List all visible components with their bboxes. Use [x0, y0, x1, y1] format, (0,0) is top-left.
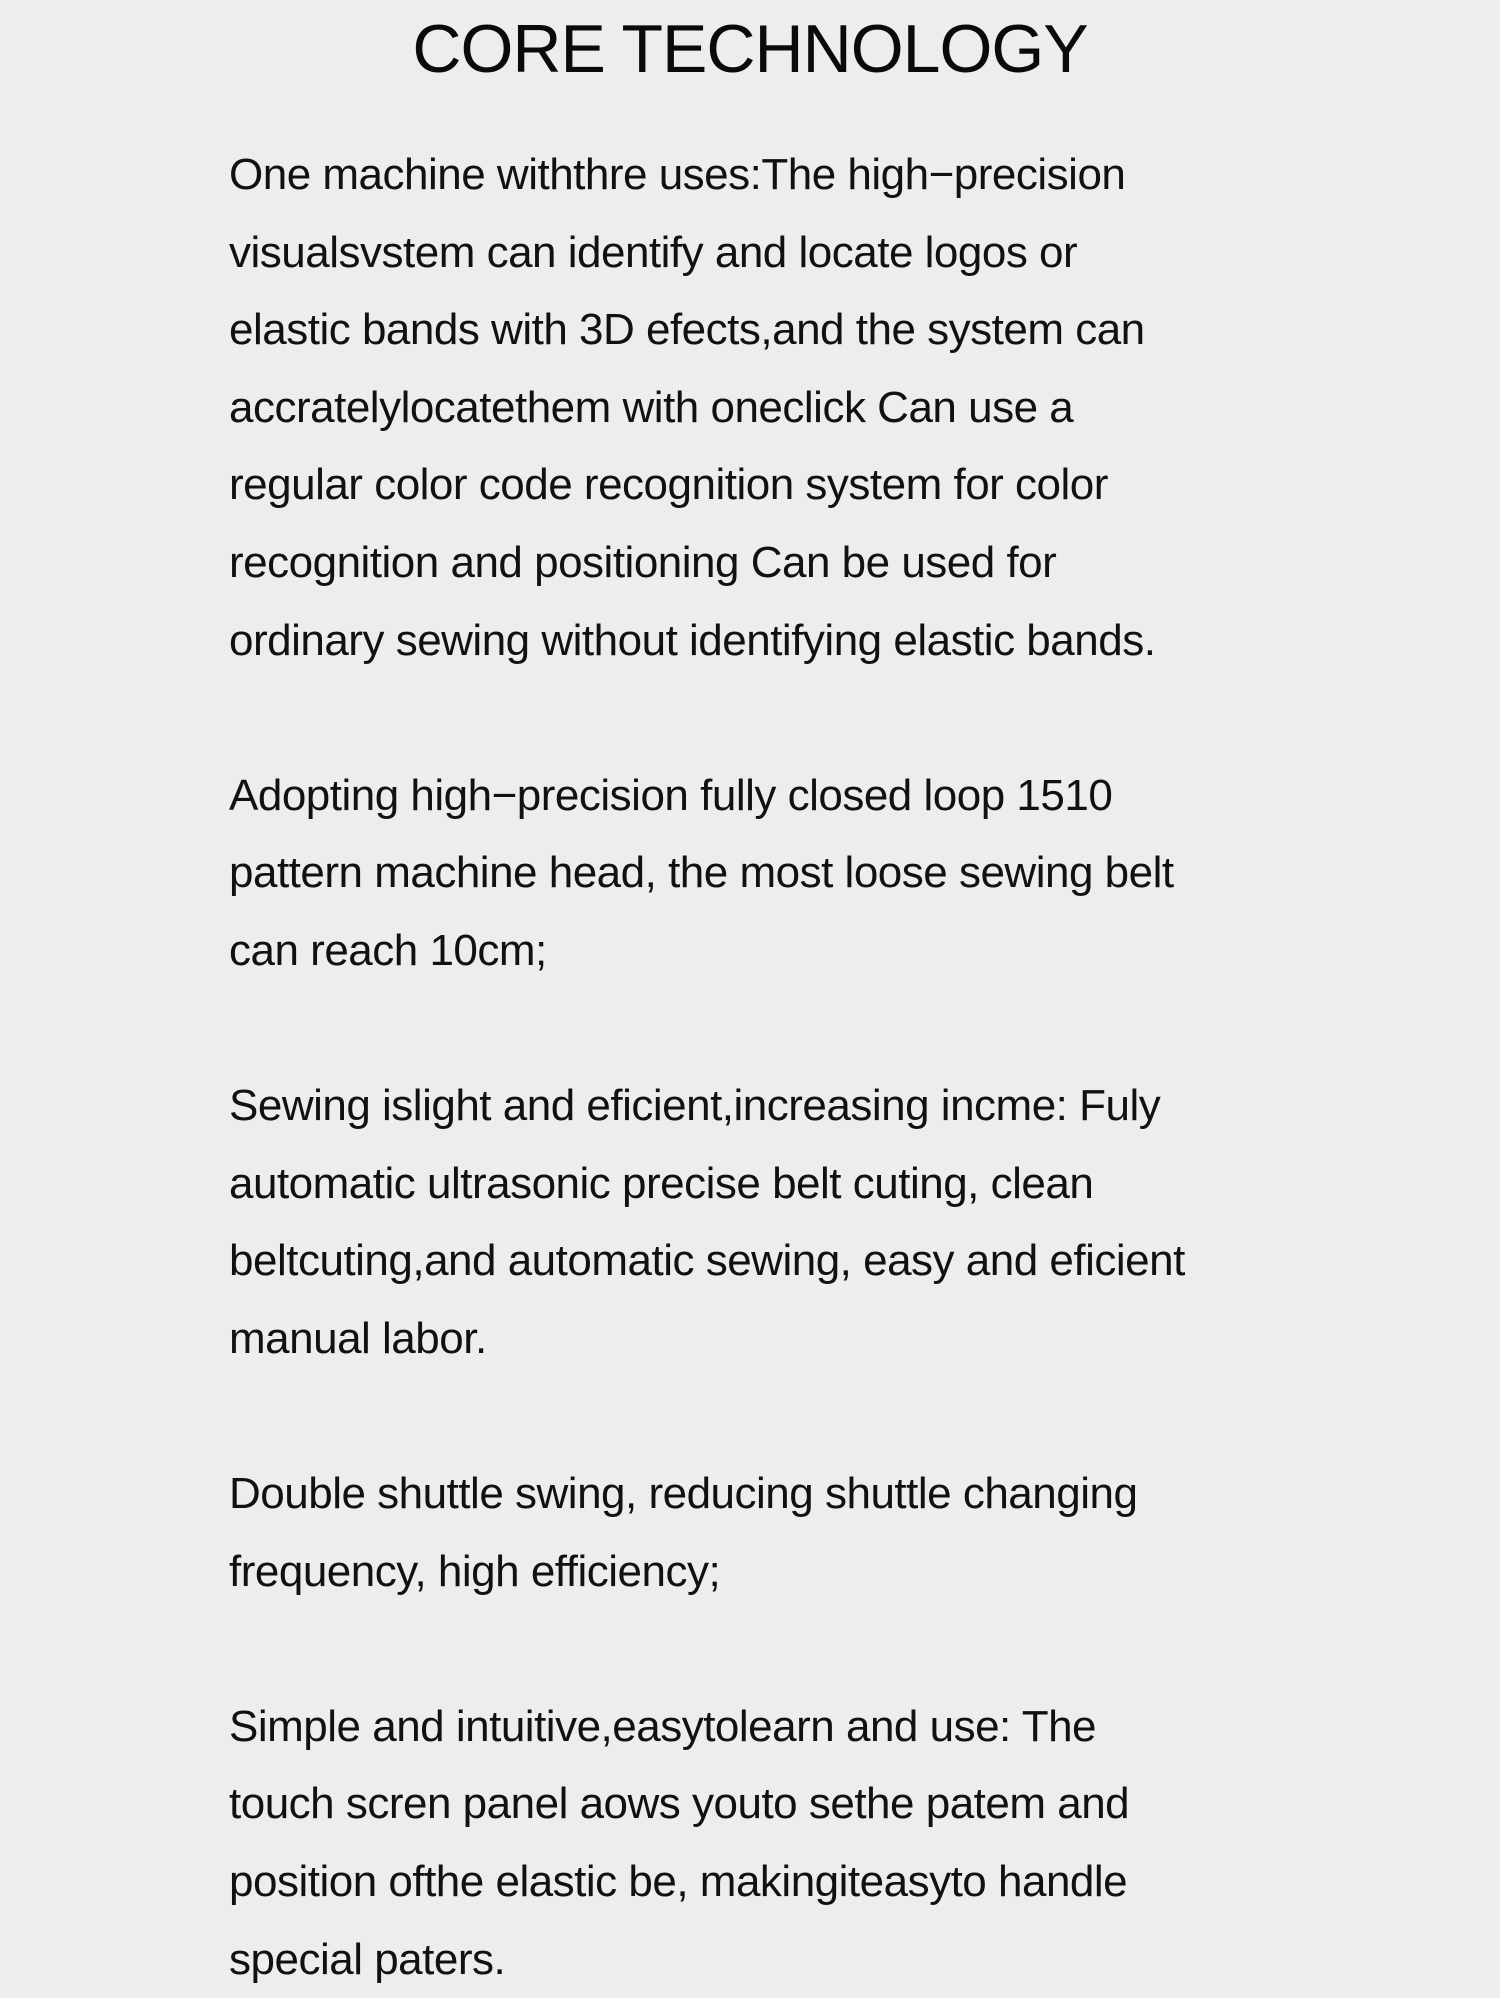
text-line: elastic bands with 3D efects,and the system can: [229, 305, 1145, 355]
text-line: Sewing islight and eficient,increasing incme: Fuly: [229, 1081, 1161, 1131]
text-line: Simple and intuitive,easytolearn and use: The: [229, 1701, 1097, 1751]
text-line: pattern machine head, the most loose sewing belt: [229, 848, 1174, 898]
text-line: position ofthe elastic be, makingiteasyto handle: [229, 1857, 1128, 1907]
page-title: CORE TECHNOLOGY: [412, 11, 1088, 87]
text-line: touch scren panel aows youto sethe patem and: [229, 1779, 1130, 1829]
text-line: ordinary sewing without identifying elastic bands.: [229, 615, 1156, 665]
text-line: Adopting high−precision fully closed loop 1510: [229, 770, 1113, 820]
text-line: Double shuttle swing, reducing shuttle changing: [229, 1469, 1138, 1519]
text-line: automatic ultrasonic precise belt cuting, clean: [229, 1158, 1094, 1208]
paragraph-one-machine-three-uses: [229, 136, 1289, 679]
paragraph-double-shuttle: [229, 1455, 1289, 1610]
text-line: regular color code recognition system for color: [229, 460, 1108, 510]
text-line: frequency, high efficiency;: [229, 1546, 721, 1596]
text-line: recognition and positioning Can be used for: [229, 537, 1057, 587]
paragraph-touch-screen: [229, 1688, 1289, 1998]
text-line: One machine withthre uses:The high−precision: [229, 150, 1126, 199]
paragraph-sewing-efficient: [229, 1067, 1289, 1377]
paragraph-machine-head: [229, 757, 1289, 990]
text-line: accratelylocatethem with oneclick Can use a: [229, 382, 1074, 432]
text-line: manual labor.: [229, 1313, 487, 1363]
body-text: [229, 136, 1289, 1998]
text-line: special paters.: [229, 1934, 506, 1984]
text-line: beltcuting,and automatic sewing, easy and eficient: [229, 1236, 1185, 1286]
text-line: can reach 10cm;: [229, 925, 547, 975]
text-line: visualsvstem can identify and locate logos or: [229, 227, 1078, 277]
